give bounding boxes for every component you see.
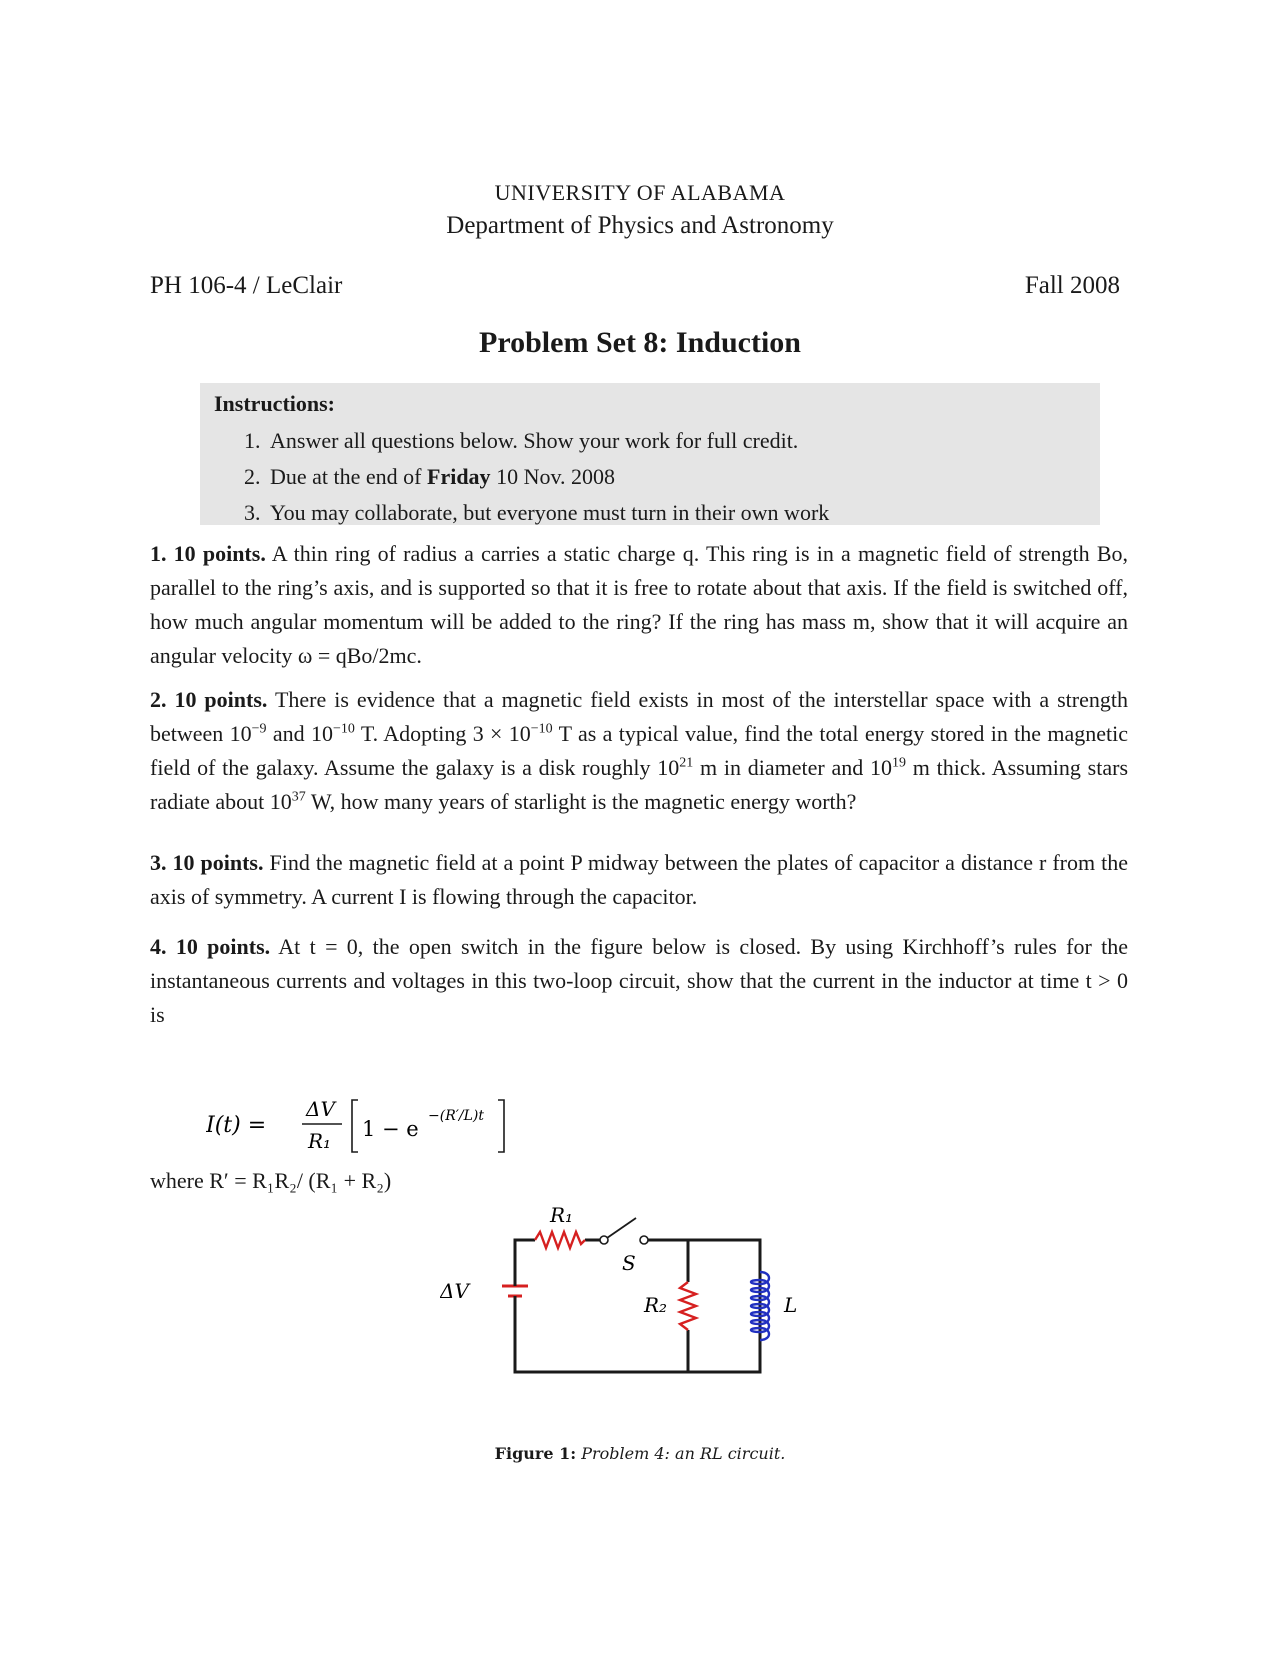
where-definition: where R′ = R₁R₂/ (R₁ + R₂) [150, 1168, 392, 1193]
problem-text: W, how many years of starlight is the magnetic energy worth? [305, 789, 857, 814]
problem-4 [150, 930, 1128, 1032]
current-equation [206, 1086, 526, 1166]
instruction-item [244, 459, 1086, 495]
instruction-text: Answer all questions below. Show your work for full credit. [270, 428, 799, 453]
r2-label: R₂ [644, 1293, 668, 1317]
instruction-text: You may collaborate, but everyone must turn in their own work [270, 500, 830, 525]
exponent: 19 [892, 755, 907, 771]
problem-text: m in diameter and 10 [693, 755, 893, 780]
equation-exponent: −(R′/L)t [428, 1108, 485, 1124]
wire-left-top [515, 1240, 535, 1280]
exponent: −10 [530, 721, 553, 737]
instruction-number: 2. [244, 464, 261, 489]
problem-label: 2. 10 points. [150, 687, 268, 712]
wire-bottom [515, 1300, 760, 1372]
r1-resistor [535, 1232, 585, 1248]
instructions-list [214, 423, 1086, 531]
university-name: UNIVERSITY OF ALABAMA [494, 180, 786, 205]
course-label: PH 106-4 / LeClair [150, 272, 343, 299]
problem-text: Find the magnetic field at a point P midway between the plates of capacitor a distance r from the axis of symmetry. A current I is flowing through the capacitor. [150, 850, 1128, 909]
instruction-text: Due at the end of [270, 464, 427, 489]
problem-label: 1. 10 points. [150, 541, 266, 566]
figure-caption [0, 1444, 1280, 1463]
figure-caption-label: Figure 1: [494, 1444, 577, 1463]
problem-2 [150, 683, 1128, 819]
rl-circuit-diagram [440, 1200, 840, 1420]
exponent: −10 [332, 721, 355, 737]
source-label: ΔV [440, 1279, 469, 1303]
instruction-text: 10 Nov. 2008 [490, 464, 616, 489]
equation-denominator: R₁ [308, 1129, 332, 1153]
exponent: 21 [679, 755, 694, 771]
instruction-number: 3. [244, 500, 261, 525]
instructions-box [200, 383, 1100, 525]
inductor-label: L [784, 1293, 798, 1317]
problem-text: T as a typical value, find the total energy stored in the magnetic field of the galaxy. Assume the galaxy is a disk roughly 10 [150, 721, 1129, 780]
equation-lhs: I(t) = [206, 1113, 267, 1138]
right-bracket [498, 1100, 504, 1152]
figure-caption-text: Problem 4: an RL circuit. [581, 1444, 786, 1463]
instruction-number: 1. [244, 428, 261, 453]
page-title: Problem Set 8: Induction [479, 326, 801, 359]
problem-text: m thick. Assuming stars radiate about 10 [150, 755, 1129, 814]
exponent: −9 [251, 721, 267, 737]
problem-1 [150, 537, 1128, 673]
bracket-text: 1 − e [362, 1117, 419, 1141]
problem-text: T. Adopting 3 × 10 [354, 721, 531, 746]
exponent: 37 [291, 789, 306, 805]
left-bracket [352, 1100, 358, 1152]
r1-label: R₁ [550, 1203, 574, 1227]
r2-resistor [680, 1282, 696, 1330]
department-name: Department of Physics and Astronomy [446, 212, 834, 239]
term-label: Fall 2008 [1024, 272, 1120, 299]
switch-contact-right [640, 1236, 648, 1244]
problem-text: and 10 [266, 721, 333, 746]
instructions-heading: Instructions: [214, 391, 336, 416]
switch-label: S [622, 1251, 636, 1275]
problem-label: 3. 10 points. [150, 850, 264, 875]
problem-text: At t = 0, the open switch in the figure below is closed. By using Kirchhoff’s rules for the instantaneous currents and voltages in this two-loop circuit, show that the current in the inductor at time t > 0 is [150, 934, 1128, 1027]
problem-label: 4. 10 points. [150, 934, 271, 959]
instruction-item [244, 423, 1086, 459]
problem-3 [150, 846, 1128, 914]
equation-numerator: ΔV [306, 1097, 335, 1121]
switch-lever [607, 1218, 636, 1238]
instruction-item [244, 495, 1086, 531]
problem-text: There is evidence that a magnetic field exists in most of the interstellar space with a strength between 10 [150, 687, 1128, 746]
problem-text: A thin ring of radius a carries a static charge q. This ring is in a magnetic field of strength Bo, parallel to the ring’s axis, and is supported so that it is free to rotate about that axis. If the field is switched off, how much angular momentum will be added to the ring? If the ring has mass m, show that it will acquire an angular velocity ω = qBo/2mc. [150, 541, 1128, 668]
instruction-bold-day: Friday [427, 464, 491, 489]
